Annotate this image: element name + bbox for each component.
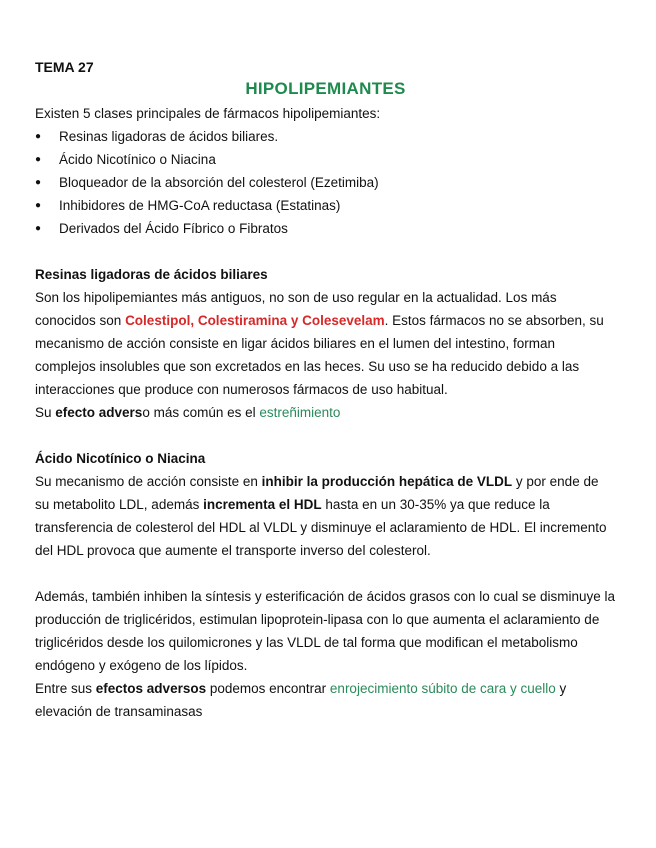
niacina-text-b: y por ende de su metabolito LDL, además: [35, 474, 599, 512]
niacina-adverse-text-b: podemos encontrar: [206, 681, 330, 696]
niacina-adverse-text-a: Entre sus: [35, 681, 96, 696]
document-title: HIPOLIPEMIANTES: [245, 79, 406, 98]
niacina-adverse-bold: efectos adversos: [95, 681, 207, 696]
resinas-adverse-effect: [35, 401, 616, 424]
niacina-adverse-highlight: enrojecimiento súbito de cara y cuello: [329, 681, 556, 696]
section-title-niacina: Ácido Nicotínico o Niacina: [35, 451, 206, 466]
paragraph-gap: [35, 562, 616, 585]
resinas-adverse-bold: efecto advers: [55, 405, 143, 420]
resinas-adverse-highlight: estreñimiento: [259, 405, 341, 420]
list-item: ● Bloqueador de la absorción del colesterol (Ezetimiba): [35, 171, 616, 194]
niacina-adverse-effects: [35, 677, 616, 723]
niacina-text-a: Su mecanismo de acción consiste en: [35, 474, 262, 489]
list-item: ● Inhibidores de HMG-CoA reductasa (Estatinas): [35, 194, 616, 217]
resinas-text-a: Son los hipolipemiantes más antiguos, no son de uso regular en la actualidad. Los más conocidos son: [35, 290, 557, 328]
resinas-text-b: . Estos fármacos no se absorben, su mecanismo de acción consiste en ligar ácidos biliares en el lumen del intestino, forman complejos insolubles que son excretados en las heces. Su uso se ha reducido debido a las interacciones que produce con numerosos fármacos de uso habitual.: [35, 313, 604, 397]
niacina-paragraph-2: Además, también inhiben la síntesis y esterificación de ácidos grasos con lo cual se disminuye la producción de triglicéridos, estimulan lipoprotein-lipasa con lo que aumenta el aclaramiento de triglicéridos desde los quilomicrones y las VLDL de tal forma que modifican el metabolismo endógeno y exógeno de los lípidos.: [35, 589, 616, 673]
resinas-drug-names: Colestipol, Colestiramina y Colesevelam: [125, 313, 385, 328]
niacina-text-c: hasta en un 30-35% ya que reduce la transferencia de colesterol del HDL al VLDL y disminuye el aclaramiento de HDL. El incremento del HDL provoca que aumente el transporte inverso del colesterol.: [35, 497, 607, 558]
list-item: ● Derivados del Ácido Fíbrico o Fibratos: [35, 217, 616, 240]
list-item: ● Ácido Nicotínico o Niacina: [35, 148, 616, 171]
tema-label: TEMA 27: [35, 59, 94, 75]
niacina-adverse-text-c: y elevación de transaminasas: [35, 681, 567, 719]
intro-text: Existen 5 clases principales de fármacos hipolipemiantes:: [35, 106, 381, 121]
niacina-paragraph-1: [35, 470, 616, 562]
list-item: ● Resinas ligadoras de ácidos biliares.: [35, 125, 616, 148]
section-title-resinas: Resinas ligadoras de ácidos biliares: [35, 267, 268, 282]
resinas-adverse-text-a: Su: [35, 405, 56, 420]
drug-class-list: [35, 125, 616, 240]
resinas-paragraph: [35, 286, 616, 401]
resinas-adverse-text-b: o más común es el: [142, 405, 260, 420]
niacina-bold-vldl: inhibir la producción hepática de VLDL: [261, 474, 513, 489]
niacina-bold-hdl: incrementa el HDL: [203, 497, 322, 512]
